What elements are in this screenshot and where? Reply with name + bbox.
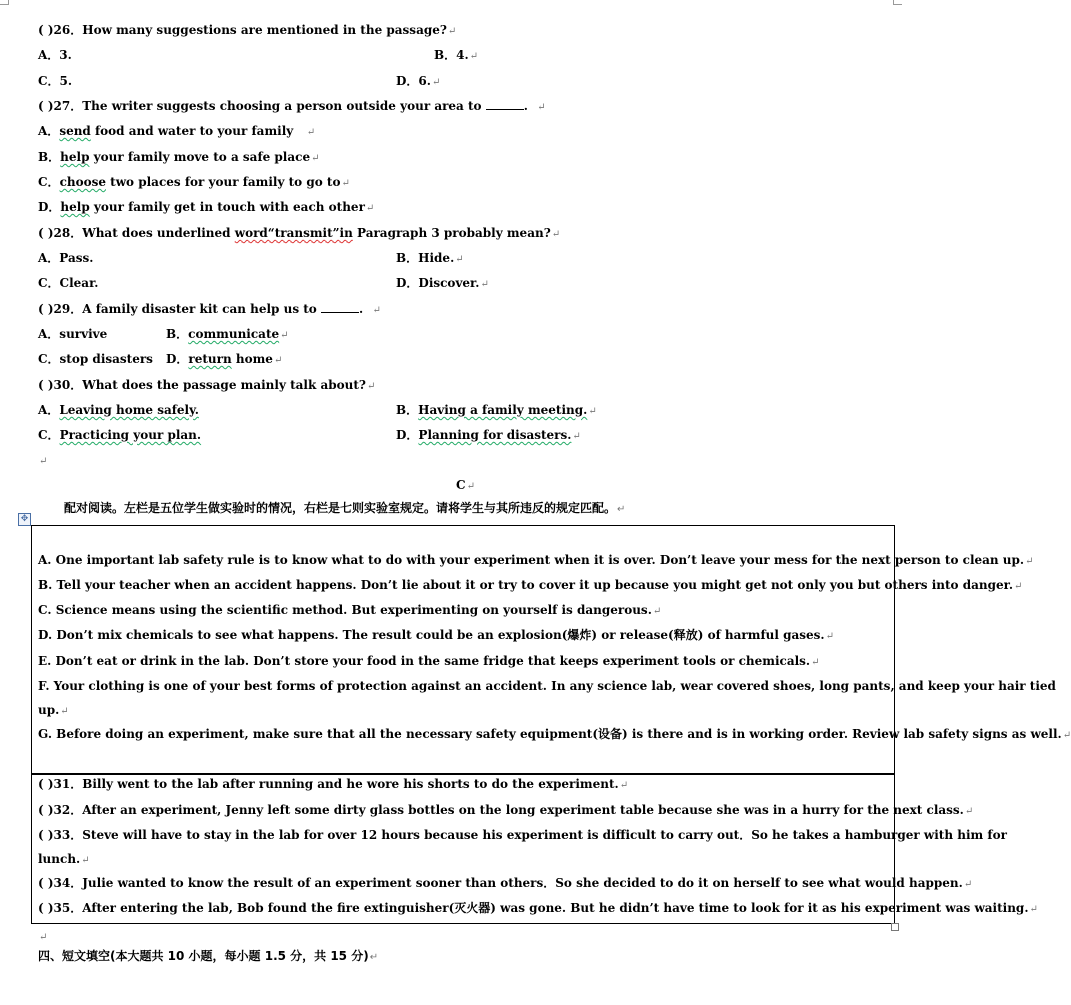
q28-option-row-2 (38, 275, 638, 291)
q27-option-c: C．choose two places for your family to go to↵ (38, 175, 350, 189)
table-resize-handle-icon[interactable] (891, 923, 899, 931)
question-26: ( )26．How many suggestions are mentioned in the passage?↵ (38, 23, 457, 37)
q29-option-row-2 (38, 351, 438, 367)
q28-option-b: B．Hide.↵ (396, 251, 464, 265)
q26-option-row-1 (38, 47, 479, 63)
rule-f: F. Your clothing is one of your best forms of protection against an accident. In any science lab, wear covered shoes, long pants, and keep your hair tied (38, 679, 1056, 693)
section-c-instruction: 配对阅读。左栏是五位学生做实验时的情况，右栏是七则实验室规定。请将学生与其所违反的规定匹配。↵ (64, 501, 626, 515)
q29-option-d: D．return home↵ (166, 352, 283, 366)
empty-paragraph: ↵ (39, 456, 48, 467)
page-corner-left (0, 0, 9, 5)
student-33-continued: lunch.↵ (38, 852, 90, 866)
q26-option-b: B．4.↵ (434, 48, 479, 62)
question-30: ( )30．What does the passage mainly talk about?↵ (38, 378, 376, 392)
q27-option-a: A．send food and water to your family ↵ (38, 124, 316, 138)
rule-c: C. Science means using the scientific method. But experimenting on yourself is dangerous.↵ (38, 603, 662, 617)
rule-a: A. One important lab safety rule is to know what to do with your experiment when it is over. Don’t leave your mess for the next person to clean up.↵ (38, 553, 1034, 567)
q28-option-c: C．Clear. (38, 276, 99, 290)
paragraph-mark-icon: ↵ (447, 26, 457, 37)
page-corner-right (893, 0, 902, 5)
q29-option-a: A．survive (38, 327, 108, 341)
rule-f-continued: up.↵ (38, 703, 69, 717)
student-33: ( )33．Steve will have to stay in the lab for over 12 hours because his experiment is difficult to carry out．So he takes a hamburger with him for (38, 828, 1007, 842)
q27-option-b: B．help your family move to a safe place↵ (38, 150, 320, 164)
rule-g: G. Before doing an experiment, make sure that all the necessary safety equipment(设备) is there and is in working order. Review lab safety signs as well.↵ (38, 727, 1071, 741)
table-move-handle-icon[interactable]: ✥ (18, 513, 31, 526)
rule-e: E. Don’t eat or drink in the lab. Don’t store your food in the same fridge that keeps experiment tools or chemicals.↵ (38, 654, 820, 668)
q30-option-c: C．Practicing your plan. (38, 428, 202, 442)
q29-option-c: C．stop disasters (38, 352, 153, 366)
student-34: ( )34．Julie wanted to know the result of an experiment sooner than others．So she decided to do it on herself to see what would happen.↵ (38, 876, 973, 890)
question-27: ( )27．The writer suggests choosing a person outside your area to . ↵ (38, 99, 546, 113)
q30-option-row-1 (38, 402, 638, 418)
q29-option-row-1 (38, 326, 438, 342)
q30-option-d: D．Planning for disasters.↵ (396, 428, 581, 442)
q29-option-b: B．communicate↵ (166, 327, 289, 341)
q27-option-d: D．help your family get in touch with each other↵ (38, 200, 375, 214)
q26-option-c: C．5. (38, 74, 73, 88)
q28-option-row-1 (38, 250, 638, 266)
question-28: ( )28．What does underlined word“transmit”in Paragraph 3 probably mean?↵ (38, 226, 561, 240)
students-table (31, 773, 1038, 924)
q30-option-a: A．Leaving home safely. (38, 403, 199, 417)
q30-option-row-2 (38, 427, 638, 443)
rules-table (31, 525, 1071, 775)
student-32: ( )32．After an experiment, Jenny left some dirty glass bottles on the long experiment table because she was in a hurry for the next class.↵ (38, 803, 974, 817)
student-31: ( )31．Billy went to the lab after running and he wore his shorts to do the experiment.↵ (38, 777, 629, 791)
question-29: ( )29．A family disaster kit can help us to . ↵ (38, 302, 381, 316)
section-c-heading: C↵ (456, 478, 475, 492)
answer-blank (486, 99, 524, 110)
section-4-heading: 四、短文填空(本大题共 10 小题，每小题 1.5 分，共 15 分)↵ (38, 949, 379, 963)
rule-b: B. Tell your teacher when an accident happens. Don’t lie about it or try to cover it up because you might get not only you but others into danger.↵ (38, 578, 1023, 592)
q28-option-a: A．Pass. (38, 251, 94, 265)
student-35: ( )35．After entering the lab, Bob found the fire extinguisher(灭火器) was gone. But he didn’t have time to look for it as his experiment was waiting.↵ (38, 901, 1038, 915)
q30-option-b: B．Having a family meeting.↵ (396, 403, 597, 417)
rule-d: D. Don’t mix chemicals to see what happens. The result could be an explosion(爆炸) or release(释放) of harmful gases.↵ (38, 628, 834, 642)
q26-option-d: D．6.↵ (396, 74, 441, 88)
q26-option-a: A．3. (38, 48, 72, 62)
empty-paragraph: ↵ (39, 932, 48, 943)
q26-option-row-2 (38, 73, 638, 89)
q28-option-d: D．Discover.↵ (396, 276, 489, 290)
answer-blank (321, 302, 359, 313)
